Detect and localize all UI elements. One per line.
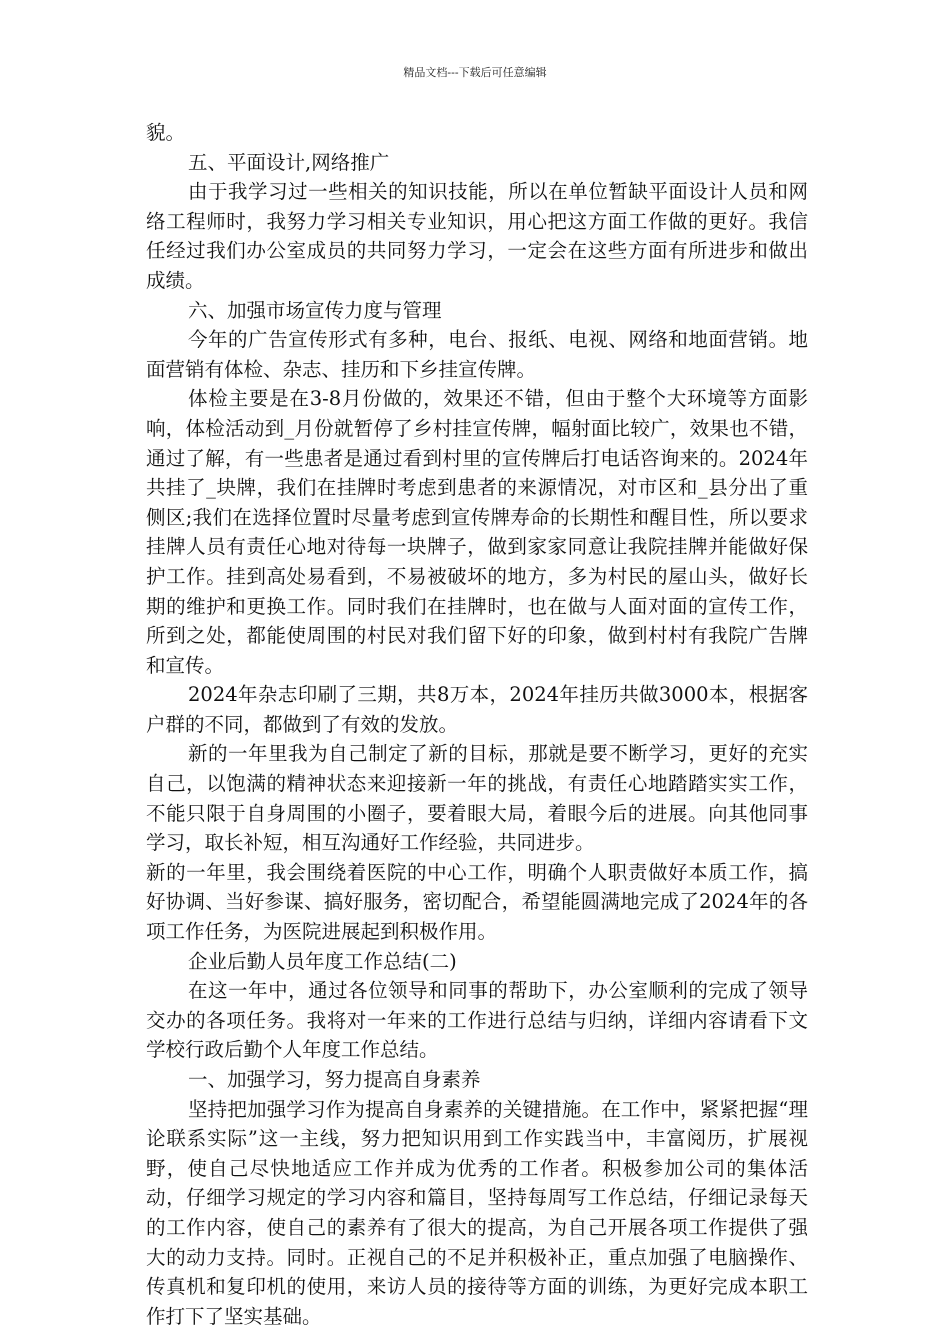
- paragraph: 貌。: [146, 121, 186, 144]
- paragraph: 今年的广告宣传形式有多种，电台、报纸、电视、网络和地面营销。地面营销有体检、杂志、挂历和下乡挂宣传牌。: [146, 328, 808, 381]
- paragraph: 坚持把加强学习作为提高自身素养的关键措施。在工作中，紧紧把握“理论联系实际”这一主线，努力把知识用到工作实践当中，丰富阅历，扩展视野，使自己尽快地适应工作并成为优秀的工作者。积极参加公司的集体活动，仔细学习规定的学习内容和篇目，坚持每周写工作总结，仔细记录每天的工作内容，使自己的素养有了很大的提高，为自己开展各项工作提供了强大的动力支持。同时。正视自己的不足并积极补正，重点加强了电脑操作、传真机和复印机的使用，来访人员的接待等方面的训练，为更好完成本职工作打下了坚实基础。: [146, 1097, 808, 1328]
- paragraph: 新的一年里我为自己制定了新的目标，那就是要不断学习，更好的充实自己，以饱满的精神状态来迎接新一年的挑战，有责任心地踏踏实实工作，不能只限于自身周围的小圈子，要着眼大局，着眼今后的进展。向其他同事学习，取长补短，相互沟通好工作经验，共同进步。: [146, 742, 808, 855]
- section-heading: 六、加强市场宣传力度与管理: [188, 298, 442, 322]
- document-body: [146, 118, 808, 1331]
- paragraph: 体检主要是在3-8月份做的，效果还不错，但由于整个大环境等方面影响，体检活动到_月份就暂停了乡村挂宣传牌，幅射面比较广，效果也不错，通过了解，有一些患者是通过看到村里的宣传牌后打电话咨询来的。2024年共挂了_块牌，我们在挂牌时考虑到患者的来源情况，对市区和_县分出了重侧区;我们在选择位置时尽量考虑到宣传牌寿命的长期性和醒目性，所以要求挂牌人员有责任心地对待每一块牌子，做到家家同意让我院挂牌并能做好保护工作。挂到高处易看到，不易被破坏的地方，多为村民的屋山头，做好长期的维护和更换工作。同时我们在挂牌时，也在做与人面对面的宣传工作，所到之处，都能使周围的村民对我们留下好的印象，做到村村有我院广告牌和宣传。: [146, 387, 808, 677]
- paragraph: 2024年杂志印刷了三期，共8万本，2024年挂历共做3000本，根据客户群的不同，都做到了有效的发放。: [146, 683, 808, 736]
- page-header: 精品文档---下载后可任意编辑: [403, 66, 547, 79]
- paragraph: 在这一年中，通过各位领导和同事的帮助下，办公室顺利的完成了领导交办的各项任务。我将对一年来的工作进行总结与归纳，详细内容请看下文学校行政后勤个人年度工作总结。: [146, 979, 808, 1062]
- document-title: 企业后勤人员年度工作总结(二): [188, 949, 457, 973]
- section-heading: 一、加强学习，努力提高自身素养: [188, 1068, 481, 1091]
- section-heading: 五、平面设计,网络推广: [188, 150, 390, 174]
- paragraph: 由于我学习过一些相关的知识技能，所以在单位暂缺平面设计人员和网络工程师时，我努力学习相关专业知识，用心把这方面工作做的更好。我信任经过我们办公室成员的共同努力学习，一定会在这些方面有所进步和做出成绩。: [146, 180, 808, 292]
- paragraph: 新的一年里，我会围绕着医院的中心工作，明确个人职责做好本质工作，搞好协调、当好参谋、搞好服务，密切配合，希望能圆满地完成了2024年的各项工作任务，为医院进展起到积极作用。: [146, 860, 808, 944]
